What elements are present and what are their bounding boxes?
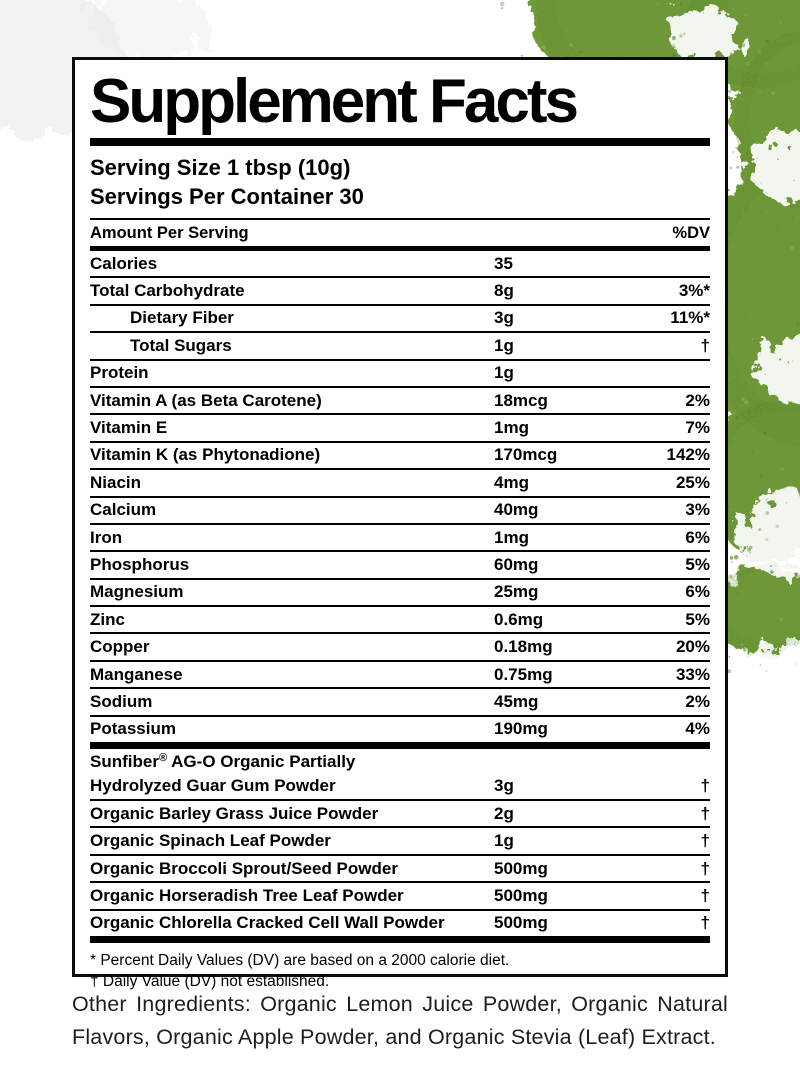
nutrient-name: Niacin [90, 472, 142, 492]
nutrient-dv: 3% [685, 500, 710, 520]
table-row [90, 828, 710, 855]
nutrient-amount: 190mg [494, 719, 548, 739]
nutrient-dv: 4% [685, 719, 710, 739]
nutrient-name: Vitamin E [90, 418, 168, 438]
nutrient-amount: 3g [494, 308, 514, 328]
nutrient-name: Zinc [90, 609, 125, 629]
table-row [90, 251, 710, 278]
registered-trademark-symbol: ® [158, 752, 168, 765]
dv-header: %DV [672, 223, 710, 242]
nutrient-name: Organic Horseradish Tree Leaf Powder [90, 885, 404, 905]
supplement-facts-label [72, 57, 728, 991]
nutrient-dv: 5% [685, 609, 710, 629]
nutrient-amount: 35 [494, 253, 513, 273]
table-row [90, 717, 710, 749]
nutrient-amount: 18mcg [494, 390, 548, 410]
table-row [90, 388, 710, 415]
table-row [90, 662, 710, 689]
nutrient-dv: 6% [685, 582, 710, 602]
nutrient-dv: † [700, 913, 710, 933]
nutrient-dv: 25% [675, 472, 710, 492]
table-row [90, 607, 710, 634]
table-row [90, 525, 710, 552]
table-row [90, 883, 710, 910]
nutrient-name: Calories [90, 253, 158, 273]
nutrient-dv: 6% [685, 527, 710, 547]
amount-per-serving-header [90, 220, 710, 246]
nutrient-amount: 8g [494, 281, 514, 301]
nutrient-name: Copper [90, 637, 150, 657]
table-row [90, 306, 710, 333]
nutrient-amount: 1g [494, 363, 514, 383]
footnote-dagger: † Daily Value (DV) not established. [90, 973, 330, 991]
nutrient-name: Sodium [90, 691, 153, 711]
nutrient-dv: 2% [685, 390, 710, 410]
nutrient-amount: 0.18mg [494, 637, 553, 657]
nutrient-dv: 142% [666, 445, 710, 465]
nutrient-amount: 1mg [494, 418, 529, 438]
nutrient-name: Protein [90, 363, 149, 383]
table-row [90, 856, 710, 883]
nutrient-dv: 33% [675, 664, 710, 684]
servings-per-container: Servings Per Container 30 [90, 184, 364, 209]
table-row [90, 333, 710, 360]
nutrient-name: Iron [90, 527, 123, 547]
footnote-dv: * Percent Daily Values (DV) are based on a 2000 calorie diet. [90, 951, 510, 969]
table-row [90, 443, 710, 470]
nutrient-dv: † [700, 776, 710, 796]
nutrient-name: Organic Broccoli Sprout/Seed Powder [90, 858, 398, 878]
table-row [90, 278, 710, 305]
nutrient-amount: 25mg [494, 582, 539, 602]
nutrient-dv: 3%* [678, 281, 710, 301]
nutrient-dv: † [700, 803, 710, 823]
nutrient-amount: 500mg [494, 858, 548, 878]
serving-size: Serving Size 1 tbsp (10g) [90, 155, 351, 180]
nutrient-name: Organic Chlorella Cracked Cell Wall Powder [90, 913, 445, 933]
nutrient-name: Vitamin K (as Phytonadione) [90, 445, 321, 465]
nutrient-dv: † [700, 885, 710, 905]
nutrient-amount: 170mcg [494, 445, 558, 465]
nutrient-amount: 0.75mg [494, 664, 553, 684]
nutrient-amount: 40mg [494, 500, 539, 520]
nutrient-dv: † [700, 335, 710, 355]
nutrient-name: Manganese [90, 664, 183, 684]
table-row [90, 911, 710, 943]
nutrient-dv: † [700, 858, 710, 878]
nutrient-name: Organic Spinach Leaf Powder [90, 831, 331, 851]
nutrient-amount: 60mg [494, 554, 539, 574]
table-row [90, 415, 710, 442]
nutrient-amount: 500mg [494, 913, 548, 933]
nutrient-name: Potassium [90, 719, 176, 739]
nutrient-amount: 1g [494, 831, 514, 851]
nutrient-rows [90, 251, 710, 943]
nutrient-amount: 45mg [494, 691, 539, 711]
table-row [90, 801, 710, 828]
label-title: Supplement Facts [90, 67, 576, 136]
table-row [90, 361, 710, 388]
amount-per-serving-label: Amount Per Serving [90, 223, 249, 242]
nutrient-name: Magnesium [90, 582, 184, 602]
nutrient-dv: 2% [685, 691, 710, 711]
nutrient-dv: 11%* [670, 308, 710, 328]
table-row [90, 470, 710, 497]
table-row [90, 634, 710, 661]
nutrient-amount: 500mg [494, 885, 548, 905]
nutrient-dv: 20% [675, 637, 710, 657]
nutrient-dv: † [700, 831, 710, 851]
nutrient-name: Dietary Fiber [130, 308, 234, 328]
nutrient-name: Phosphorus [90, 554, 190, 574]
table-row [90, 498, 710, 525]
title-divider-bar [90, 138, 710, 146]
nutrient-dv: 5% [685, 554, 710, 574]
table-row [90, 749, 710, 801]
nutrient-amount: 0.6mg [494, 609, 544, 629]
footnotes [90, 943, 710, 993]
nutrient-name: Total Sugars [130, 335, 232, 355]
other-ingredients-text: Other Ingredients: Organic Lemon Juice Powder, Organic Natural Flavors, Organic Apple Powder, and Organic Stevia (Leaf) Extract. [72, 992, 728, 1049]
nutrient-amount: 1g [494, 335, 514, 355]
nutrient-amount: 3g [494, 776, 514, 796]
nutrient-name: Calcium [90, 500, 157, 520]
nutrient-name: Sunfiber® AG-O Organic Partially Hydrolyzed Guar Gum Powder [90, 752, 356, 796]
nutrient-amount: 4mg [494, 472, 529, 492]
table-row [90, 580, 710, 607]
nutrient-name: Organic Barley Grass Juice Powder [90, 803, 379, 823]
table-row [90, 552, 710, 579]
table-row [90, 689, 710, 716]
nutrient-name: Vitamin A (as Beta Carotene) [90, 390, 322, 410]
nutrient-dv: 7% [685, 418, 710, 438]
nutrient-name: Total Carbohydrate [90, 281, 245, 301]
nutrient-amount: 2g [494, 803, 514, 823]
nutrient-amount: 1mg [494, 527, 529, 547]
